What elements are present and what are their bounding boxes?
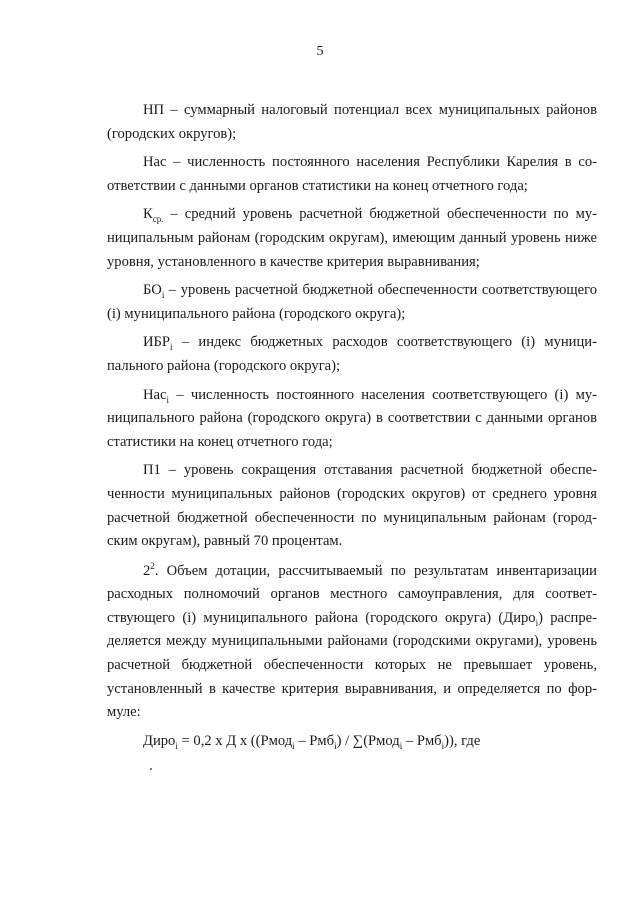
term: НП: [143, 102, 165, 118]
formula-part: ) / ∑(Рмод: [336, 732, 400, 749]
term-subscript: ср.: [152, 214, 164, 225]
definition-text: – численность постоянного населения Республики Карелия в соответствии с данными органов статистики на конец отчетного года;: [107, 154, 597, 194]
definition-np: [107, 99, 597, 146]
formula-part: = 0,2 х Д х ((Рмод: [177, 732, 293, 749]
formula-subscript: i: [292, 740, 295, 751]
clause-2-2: [107, 560, 597, 725]
definition-text: – индекс бюджетных расходов соответствующего (i) муниципального района (городского округа);: [107, 334, 597, 374]
term: Нас: [143, 154, 167, 171]
clause-text-continued: ) распределяется между муниципальными районами (городскими округами), уровень расчетной бюджетной обеспеченности которых не превышает уровень, установленный в качестве критерия выравнивания, и определяется по формуле:: [107, 609, 597, 721]
definition-text: – уровень сокращения отставания расчетной бюджетной обеспеченности муниципальных районов (городских округов) от среднего уровня расчетной бюджетной обеспеченности по муниципальным районам (городским округам), равный 70 процентам.: [107, 462, 597, 550]
formula-part: Диро: [143, 732, 176, 749]
clause-number: 2: [143, 562, 151, 579]
definition-ksr: [107, 203, 597, 274]
term-subscript: i: [161, 290, 165, 301]
page-number: 5: [316, 44, 324, 59]
term: П1: [143, 462, 161, 479]
definition-nas: [107, 151, 597, 198]
term: Нас: [143, 386, 167, 403]
document-body: [107, 99, 597, 753]
clause-text: . Объем дотации, рассчитываемый по результатам инвентаризации расходных полномочий органов местного самоуправления, для соответствующего (i) муниципального района (городского округа) (Диро: [107, 562, 597, 626]
definition-p1: [107, 459, 597, 553]
formula-subscript: i: [175, 740, 178, 751]
formula-subscript: i: [399, 740, 403, 751]
definition-nas-i: [107, 384, 597, 455]
formula-subscript: i: [441, 740, 445, 751]
definition-ibr: [107, 331, 597, 378]
formula-part: )), где: [444, 732, 481, 749]
definition-text: – средний уровень расчетной бюджетной обеспеченности по муниципальным районам (городским округам), имеющим данный уровень ниже уровня, установленного в качестве критерия выравнивания;: [107, 206, 597, 270]
formula-part: – Рмб: [402, 732, 442, 749]
term-subscript: i: [170, 342, 173, 353]
definition-text: – суммарный налоговый потенциал всех муниципальных районов (городских округов);: [107, 102, 597, 142]
definition-text: – численность постоянного населения соответствующего (i) муниципального района (городского округа) в соответствии с данными органов статистики на конец отчетного года;: [107, 386, 597, 450]
term: К: [143, 206, 153, 223]
definition-bo: [107, 279, 597, 326]
clause-superscript: 2: [150, 560, 155, 571]
formula-subscript: i: [334, 740, 337, 751]
definition-text: – уровень расчетной бюджетной обеспеченности соответствующего (i) муниципального района (городского округа);: [107, 282, 597, 322]
scan-speck: [150, 768, 152, 770]
term-subscript: i: [166, 394, 170, 405]
clause-subscript: i: [535, 617, 539, 628]
formula: [107, 730, 597, 754]
formula-part: – Рмб: [294, 732, 335, 749]
term: БО: [143, 282, 162, 299]
term: ИБР: [143, 334, 171, 351]
